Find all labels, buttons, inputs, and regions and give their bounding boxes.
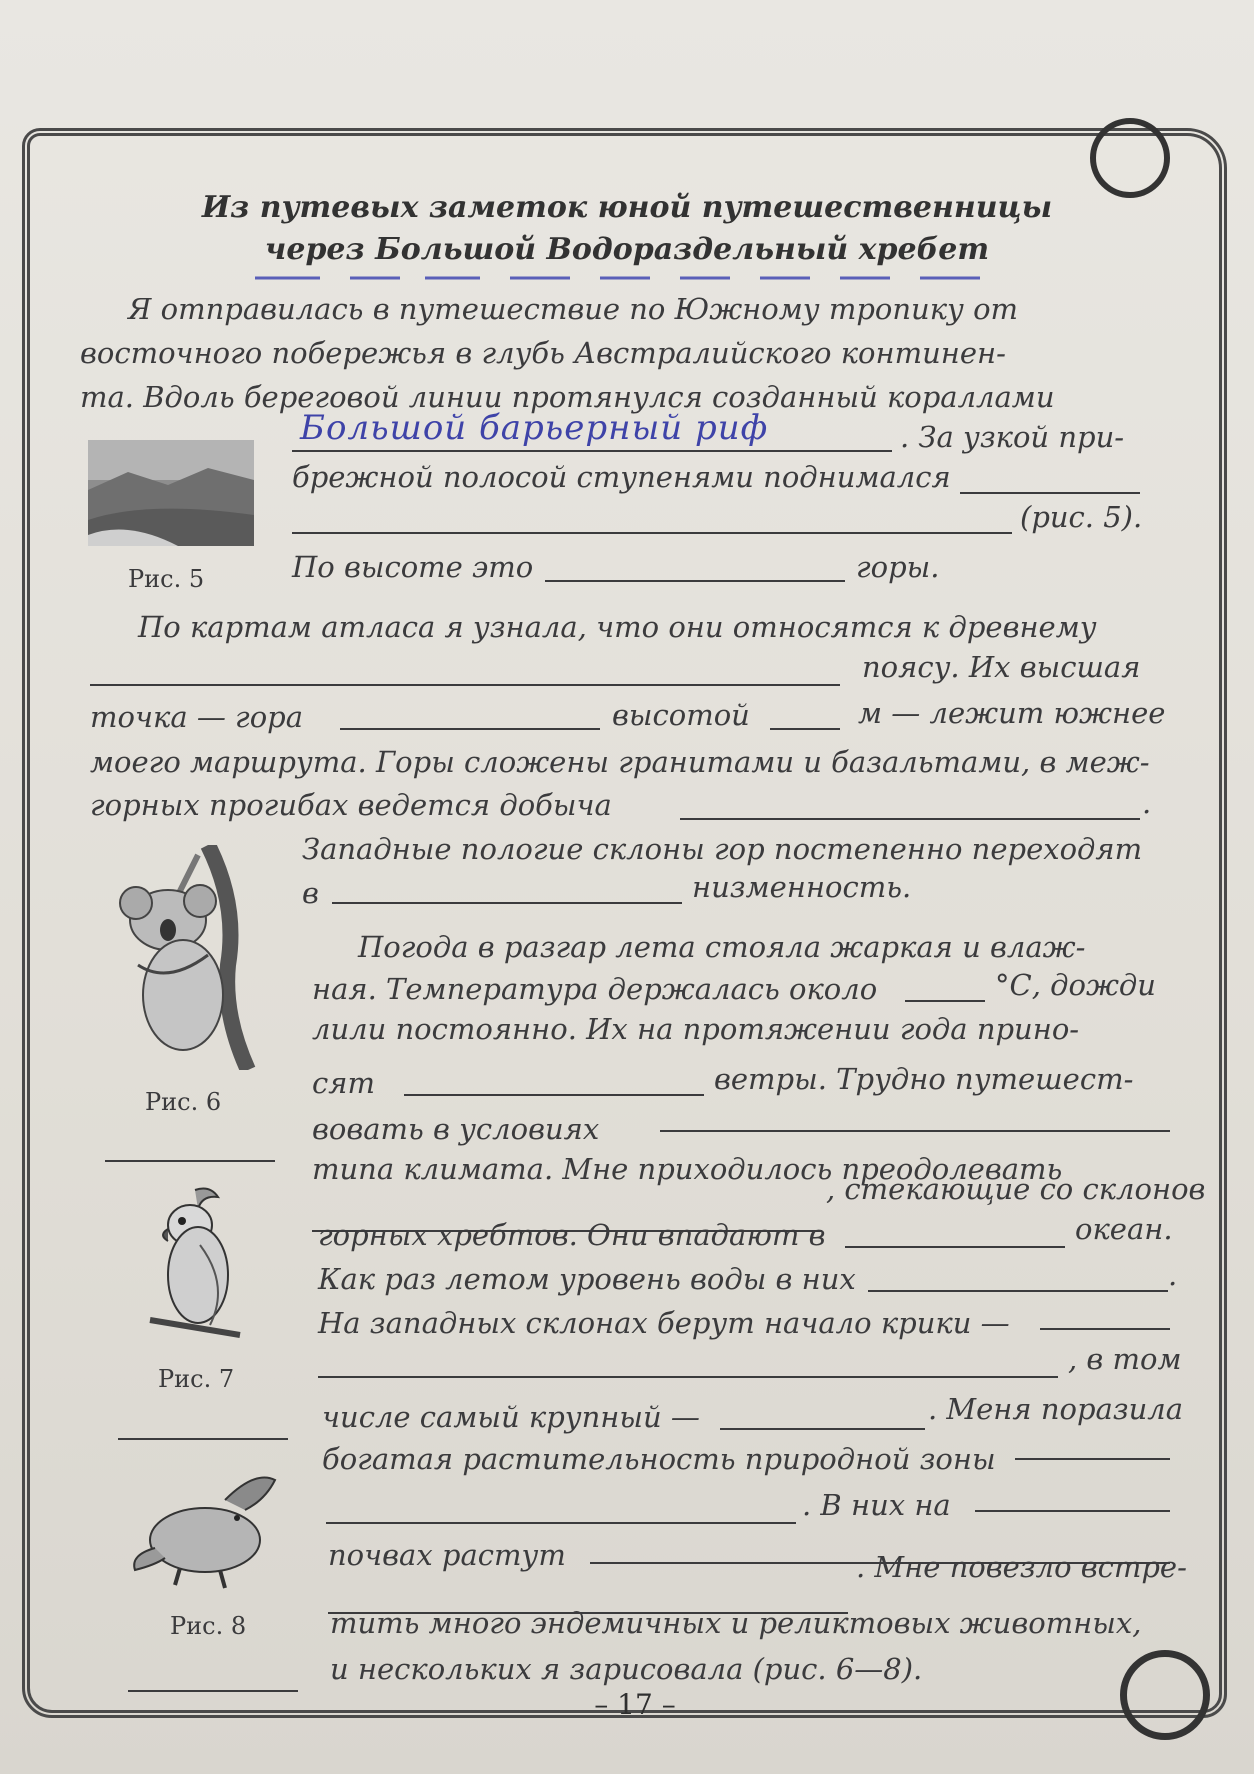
title-line-2: через Большой Водораздельный хребет	[264, 232, 990, 267]
koala-drawing	[98, 845, 263, 1070]
text-line: , стекающие со склонов	[826, 1172, 1206, 1206]
text-line: , в том	[1068, 1342, 1182, 1376]
text-line: восточного побережья в глубь Австралийского континен-	[80, 336, 1006, 370]
text-line: . За узкой при-	[900, 420, 1125, 454]
answer-blank[interactable]	[660, 1130, 1170, 1132]
text-line: сят	[312, 1066, 375, 1100]
text-line: Погода в разгар лета стояла жаркая и влаж-	[358, 930, 1086, 964]
caption-fig5: Рис. 5	[128, 565, 205, 593]
text-line: богатая растительность природной зоны	[322, 1442, 996, 1476]
answer-blank[interactable]	[326, 1522, 796, 1524]
answer-blank[interactable]	[404, 1094, 704, 1096]
caption-fig8: Рис. 8	[170, 1612, 247, 1640]
text-line: горных хребтов. Они впадают в	[318, 1218, 826, 1252]
text-line: поясу. Их высшая	[862, 650, 1141, 684]
answer-blank[interactable]	[868, 1290, 1168, 1292]
answer-blank[interactable]	[720, 1428, 925, 1430]
text-line: горных прогибах ведется добыча	[90, 788, 612, 822]
answer-blank[interactable]	[118, 1438, 288, 1440]
title-underline-pen	[250, 270, 990, 286]
text-line: брежной полосой ступенями поднимался	[292, 460, 951, 494]
text-line: океан.	[1075, 1212, 1173, 1246]
title-line-1: Из путевых заметок юной путешественницы	[201, 190, 1053, 225]
text-line: почвах растут	[328, 1538, 566, 1572]
text-line: Как раз летом уровень воды в них	[318, 1262, 856, 1296]
answer-blank[interactable]	[90, 684, 840, 686]
answer-blank[interactable]	[292, 450, 892, 452]
answer-blank[interactable]	[845, 1246, 1065, 1248]
text-line: На западных склонах берут начало крики —	[318, 1306, 1010, 1340]
scroll-curl-bottom-right	[1120, 1650, 1210, 1740]
answer-blank[interactable]	[1040, 1328, 1170, 1330]
text-line: типа климата. Мне приходилось преодолевать	[312, 1152, 1063, 1186]
text-line: моего маршрута. Горы сложены гранитами и базальтами, в меж-	[90, 745, 1150, 779]
text-line: . Мне повезло встре-	[856, 1550, 1187, 1584]
text-line: Западные пологие склоны гор постепенно переходят	[302, 832, 1143, 866]
answer-blank[interactable]	[1015, 1458, 1170, 1460]
answer-blank[interactable]	[960, 492, 1140, 494]
text-line: горы.	[856, 550, 940, 584]
text-line: высотой	[612, 698, 750, 732]
text-line: По высоте это	[292, 550, 534, 584]
text-line: .	[1142, 786, 1152, 820]
mountains-photo	[88, 440, 254, 546]
text-line: и нескольких я зарисовала (рис. 6—8).	[330, 1652, 923, 1686]
answer-blank[interactable]	[545, 580, 845, 582]
answer-blank[interactable]	[680, 818, 1140, 820]
page-number: – 17 –	[594, 1688, 676, 1721]
caption-fig6: Рис. 6	[145, 1088, 222, 1116]
text-line: . Меня поразила	[928, 1392, 1184, 1426]
text-line: . В них на	[802, 1488, 951, 1522]
answer-blank[interactable]	[292, 532, 1012, 534]
answer-blank[interactable]	[340, 728, 600, 730]
text-line: (рис. 5).	[1020, 500, 1143, 534]
scroll-curl-top-right	[1090, 118, 1170, 198]
text-line: вовать в условиях	[312, 1112, 600, 1146]
answer-blank[interactable]	[905, 1000, 985, 1002]
text-line: та. Вдоль береговой линии протянулся созданный кораллами	[80, 380, 1055, 414]
text-line: тить много эндемичных и реликтовых животных,	[330, 1606, 1142, 1640]
caption-fig7: Рис. 7	[158, 1365, 235, 1393]
handwritten-answer: Большой барьерный риф	[300, 408, 769, 448]
answer-blank[interactable]	[975, 1510, 1170, 1512]
text-line: в	[302, 876, 319, 910]
text-line: числе самый крупный —	[322, 1400, 700, 1434]
text-line: точка — гора	[90, 700, 304, 734]
answer-blank[interactable]	[105, 1160, 275, 1162]
text-line: Я отправилась в путешествие по Южному тропику от	[128, 292, 1019, 326]
answer-blank[interactable]	[770, 728, 840, 730]
answer-blank[interactable]	[128, 1690, 298, 1692]
text-line: ветры. Трудно путешест-	[714, 1062, 1134, 1096]
platypus-drawing	[125, 1470, 290, 1595]
text-line: м — лежит южнее	[858, 696, 1166, 730]
text-line: низменность.	[692, 870, 912, 904]
text-line: лили постоянно. Их на протяжении года прино-	[312, 1012, 1080, 1046]
text-line: .	[1168, 1258, 1178, 1292]
text-line: ная. Температура держалась около	[312, 972, 878, 1006]
text-line: По картам атласа я узнала, что они относятся к древнему	[138, 610, 1097, 644]
answer-blank[interactable]	[332, 902, 682, 904]
answer-blank[interactable]	[318, 1376, 1058, 1378]
text-line: °С, дожди	[995, 968, 1156, 1002]
cockatoo-drawing	[140, 1185, 250, 1350]
